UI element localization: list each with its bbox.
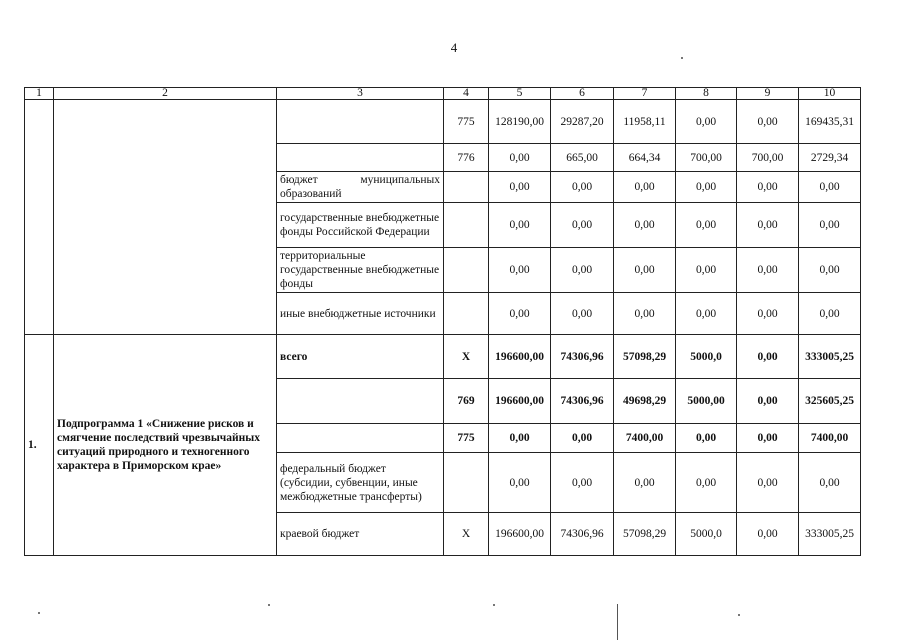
scan-speck xyxy=(738,614,740,616)
value-cell: 0,00 xyxy=(614,293,676,335)
header-cell: 6 xyxy=(551,88,614,100)
source-cell: всего xyxy=(277,335,444,379)
code-cell xyxy=(444,453,489,513)
program-cell xyxy=(54,100,277,335)
number-cell xyxy=(25,100,54,335)
value-cell: 74306,96 xyxy=(551,513,614,556)
value-cell: 196600,00 xyxy=(489,379,551,424)
value-cell: 57098,29 xyxy=(614,335,676,379)
code-cell xyxy=(444,203,489,248)
header-cell: 10 xyxy=(799,88,861,100)
value-cell: 0,00 xyxy=(489,144,551,172)
value-cell: 0,00 xyxy=(614,453,676,513)
scan-speck xyxy=(681,57,683,59)
source-cell xyxy=(277,424,444,453)
value-cell: 5000,0 xyxy=(676,335,737,379)
value-cell: 0,00 xyxy=(489,172,551,203)
value-cell: 196600,00 xyxy=(489,513,551,556)
value-cell: 0,00 xyxy=(799,172,861,203)
table-row xyxy=(25,100,861,144)
code-cell: X xyxy=(444,335,489,379)
value-cell: 0,00 xyxy=(551,248,614,293)
scan-speck xyxy=(493,604,495,606)
value-cell: 700,00 xyxy=(737,144,799,172)
value-cell: 0,00 xyxy=(676,248,737,293)
header-cell: 2 xyxy=(54,88,277,100)
value-cell: 664,34 xyxy=(614,144,676,172)
code-cell: 775 xyxy=(444,100,489,144)
code-cell xyxy=(444,248,489,293)
value-cell: 7400,00 xyxy=(614,424,676,453)
source-cell: федеральный бюджет (субсидии, субвенции, иные межбюджетные трансферты) xyxy=(277,453,444,513)
program-cell: Подпрограмма 1 «Снижение рисков и смягчение последствий чрезвычайных ситуаций природного и техногенного характера в Приморском крае» xyxy=(54,335,277,556)
value-cell: 0,00 xyxy=(799,248,861,293)
header-cell: 3 xyxy=(277,88,444,100)
page-number: 4 xyxy=(450,40,458,55)
value-cell: 0,00 xyxy=(737,293,799,335)
header-cell: 7 xyxy=(614,88,676,100)
number-cell: 1. xyxy=(25,335,54,556)
value-cell: 0,00 xyxy=(737,424,799,453)
value-cell: 333005,25 xyxy=(799,513,861,556)
scan-line xyxy=(617,604,618,640)
value-cell: 0,00 xyxy=(614,248,676,293)
value-cell: 49698,29 xyxy=(614,379,676,424)
header-cell: 4 xyxy=(444,88,489,100)
value-cell: 0,00 xyxy=(676,424,737,453)
value-cell: 0,00 xyxy=(737,453,799,513)
source-cell: краевой бюджет xyxy=(277,513,444,556)
value-cell: 5000,0 xyxy=(676,513,737,556)
header-cell: 9 xyxy=(737,88,799,100)
source-cell: территориальные государственные внебюджетные фонды xyxy=(277,248,444,293)
value-cell: 700,00 xyxy=(676,144,737,172)
source-cell xyxy=(277,100,444,144)
value-cell: 74306,96 xyxy=(551,379,614,424)
source-cell: бюджет муниципальных образований xyxy=(277,172,444,203)
value-cell: 0,00 xyxy=(676,100,737,144)
code-cell xyxy=(444,293,489,335)
value-cell: 0,00 xyxy=(737,248,799,293)
value-cell: 665,00 xyxy=(551,144,614,172)
value-cell: 0,00 xyxy=(737,513,799,556)
value-cell: 0,00 xyxy=(799,453,861,513)
source-cell xyxy=(277,379,444,424)
value-cell: 57098,29 xyxy=(614,513,676,556)
source-cell xyxy=(277,144,444,172)
value-cell: 0,00 xyxy=(489,453,551,513)
value-cell: 0,00 xyxy=(676,293,737,335)
source-cell: иные внебюджетные источники xyxy=(277,293,444,335)
code-cell: 769 xyxy=(444,379,489,424)
header-cell: 5 xyxy=(489,88,551,100)
value-cell: 2729,34 xyxy=(799,144,861,172)
value-cell: 0,00 xyxy=(676,203,737,248)
value-cell: 0,00 xyxy=(551,424,614,453)
scan-speck xyxy=(38,612,40,614)
header-cell: 1 xyxy=(25,88,54,100)
value-cell: 11958,11 xyxy=(614,100,676,144)
value-cell: 0,00 xyxy=(737,335,799,379)
value-cell: 0,00 xyxy=(489,424,551,453)
value-cell: 0,00 xyxy=(799,293,861,335)
code-cell: X xyxy=(444,513,489,556)
table-row xyxy=(25,335,861,379)
value-cell: 128190,00 xyxy=(489,100,551,144)
value-cell: 169435,31 xyxy=(799,100,861,144)
value-cell: 0,00 xyxy=(676,453,737,513)
value-cell: 0,00 xyxy=(737,172,799,203)
value-cell: 0,00 xyxy=(676,172,737,203)
value-cell: 0,00 xyxy=(551,453,614,513)
value-cell: 333005,25 xyxy=(799,335,861,379)
code-cell xyxy=(444,172,489,203)
value-cell: 0,00 xyxy=(489,248,551,293)
code-cell: 776 xyxy=(444,144,489,172)
value-cell: 0,00 xyxy=(799,203,861,248)
value-cell: 0,00 xyxy=(614,203,676,248)
value-cell: 0,00 xyxy=(737,203,799,248)
value-cell: 0,00 xyxy=(551,172,614,203)
value-cell: 0,00 xyxy=(551,293,614,335)
value-cell: 0,00 xyxy=(489,203,551,248)
source-cell: государственные внебюджетные фонды Российской Федерации xyxy=(277,203,444,248)
header-cell: 8 xyxy=(676,88,737,100)
value-cell: 196600,00 xyxy=(489,335,551,379)
value-cell: 7400,00 xyxy=(799,424,861,453)
value-cell: 0,00 xyxy=(551,203,614,248)
value-cell: 0,00 xyxy=(737,100,799,144)
value-cell: 5000,00 xyxy=(676,379,737,424)
value-cell: 0,00 xyxy=(614,172,676,203)
value-cell: 74306,96 xyxy=(551,335,614,379)
value-cell: 0,00 xyxy=(737,379,799,424)
header-row xyxy=(25,88,861,100)
value-cell: 0,00 xyxy=(489,293,551,335)
value-cell: 29287,20 xyxy=(551,100,614,144)
scan-speck xyxy=(268,604,270,606)
budget-table xyxy=(24,87,861,556)
value-cell: 325605,25 xyxy=(799,379,861,424)
code-cell: 775 xyxy=(444,424,489,453)
